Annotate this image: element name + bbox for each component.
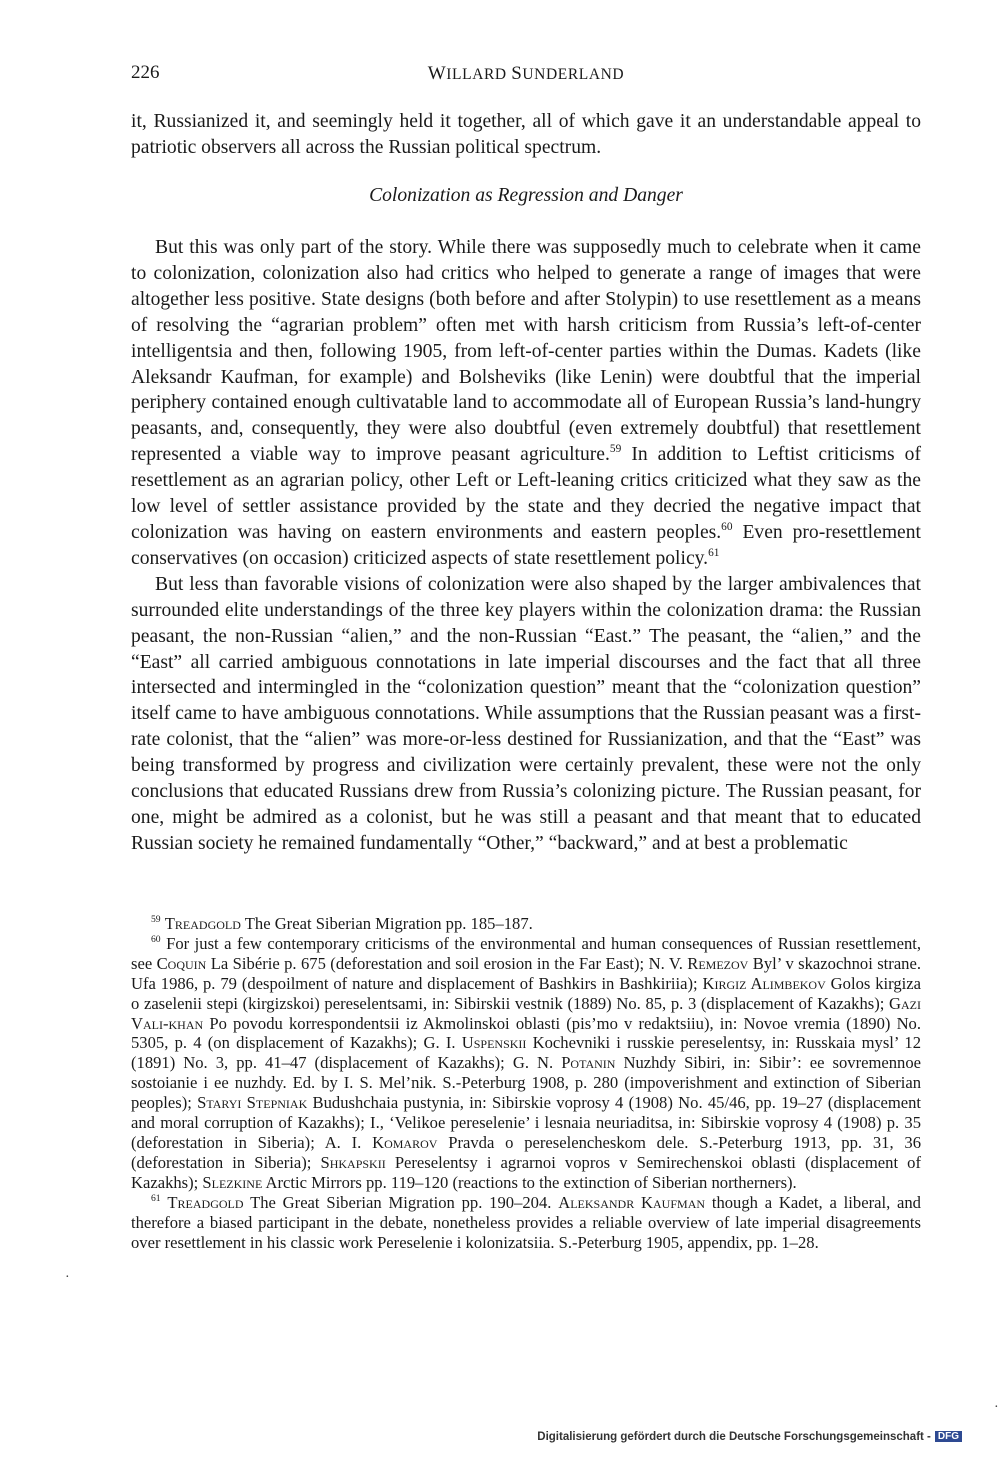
dfg-logo: DFG	[935, 1431, 962, 1442]
footnote-61-text-2: though a Kadet, a liberal, and therefore a biased participant in the debate, nonetheless provides a reliable overview of late imperial disagreements over resettlement in his classic work Pereselenie i kolonizatsiia. S.-Peterburg 1905, appendix, pp. 1–28.	[131, 1192, 921, 1252]
footnote-60-text-6: Kochevniki i russkie pereselentsy, in: Russkaia mysl’ 12 (1891) No. 3, pp. 41–47 (displacement of Kazakhs); G. N.	[131, 1033, 922, 1073]
paragraph-2: But less than favorable visions of colonization were also shaped by the larger ambivalences that surrounded elite understandings of the three key players within the colonization drama: the Russian peasant, the non-Russian “alien,” and the non-Russian “East.” The peasant, the “alien,” and the “East” all carried ambiguous connotations in late imperial discourses and the fact that all three intersected and intermingled in the “colonization question” meant that the “colonization question” itself came to have ambiguous connotations. While assumptions that the Russian peasant was a first-rate colonist, that the “alien” was more-or-less destined for Russianization, and that the “East” was being transformed by progress and civilization were certainly prevalent, these were not the only conclusions that educated Russians drew from Russia’s colonizing picture. The Russian peasant, for one, might be admired as a colonist, but he was still a peasant and that meant that to educated Russian society he remained fundamentally “Other,” “backward,” and at best a problematic	[131, 573, 921, 854]
footnote-marker-59: 59	[151, 914, 161, 926]
author-initial-w: W	[427, 63, 447, 84]
page-number: 226	[131, 62, 160, 83]
scan-speck: ·	[65, 1270, 70, 1285]
scan-speck-edge: ·	[994, 1400, 999, 1415]
paragraph-1	[131, 235, 921, 572]
footnote-61	[131, 1193, 921, 1253]
footnote-61-author-1: Treadgold	[167, 1192, 244, 1212]
author-initial-s: S	[511, 63, 523, 84]
footnote-60-text-4: Golos kirgiza o zaselenii stepi (kirgizskoi) pereselentsami, in: Sibirskii vestnik (1889) No. 85, p. 3 (displacement of Kazakhs);	[131, 973, 921, 1013]
footnote-ref-59: 59	[609, 443, 622, 456]
footnote-60-text-10: Pereselentsy i agrarnoi vopros v Semirechenskoi oblasti (displacement of Kazakhs);	[131, 1152, 921, 1192]
footnote-60-author-4: Gazi Vali-khan	[131, 993, 921, 1033]
digitization-text: Digitalisierung gefördert durch die Deutsche Forschungsgemeinschaft -	[537, 1431, 931, 1443]
footnote-ref-61: 61	[708, 546, 720, 559]
paragraph-1-part-c: Even pro-resettlement conservatives (on occasion) criticized aspects of state resettlement policy.	[131, 521, 921, 569]
footnote-marker-61: 61	[151, 1192, 161, 1204]
footnote-60-author-5: Uspenskii	[461, 1033, 527, 1053]
footnote-60-text-5: Po povodu korrespondentsii iz Akmolinskoi oblasti (pis’mo v redaktsiiu), in: Novoe vremia (1890) No. 5305, p. 4 (on displacement of Kazakhs); G. I.	[131, 1013, 921, 1053]
footnote-marker-60: 60	[151, 933, 161, 945]
footnote-60-text-3: Byl’ v skazochnoi strane. Ufa 1986, p. 79 (despoilment of nature and displacement of Bashkirs in Bashkiriia);	[131, 953, 921, 993]
footnote-60-author-2: Remezov	[687, 953, 749, 973]
footnote-59	[131, 914, 921, 934]
footnote-ref-60: 60	[721, 520, 733, 533]
footnote-60-text-8: Budushchaia pustynia, in: Sibirskie voprosy 4 (1908) No. 45/46, pp. 19–27 (displacement and moral corruption of Kazakhs); I., ‘Velikoe pereselenie’ i lesnaia neuriaditsa, in: Sibirskie voprosy 4 (1908) p. 35 (deforestation in Siberia); A. I.	[131, 1093, 921, 1152]
footnote-60-author-10: Slezkine	[202, 1172, 263, 1192]
footnote-60-author-1: Coquin	[156, 953, 207, 973]
footnote-60-text-2: La Sibérie p. 675 (deforestation and soil erosion in the Far East); N. V.	[206, 953, 688, 973]
footnote-60-text-7: Nuzhdy Sibiri, in: Sibir’: ee sovremennoe sostoianie i ee nuzhdy. Ed. by I. S. Mel’nik. S.-Peterburg 1908, p. 280 (impoverishment and extinction of Siberian peoples);	[131, 1053, 922, 1113]
footnote-60-author-3: Kirgiz Alimbekov	[702, 973, 826, 993]
footnote-60-author-7: Staryi Stepniak	[197, 1093, 308, 1113]
author-rest-s: UNDERLAND	[522, 66, 625, 83]
running-head	[131, 62, 921, 86]
footnote-60-text-11: Arctic Mirrors pp. 119–120 (reactions to the extinction of Siberian northerners).	[262, 1172, 797, 1192]
footnote-60-author-8: Komarov	[372, 1132, 438, 1152]
author-rest-w: ILLARD	[446, 66, 507, 83]
footnote-61-text-1: The Great Siberian Migration pp. 190–204.	[243, 1192, 559, 1212]
continued-paragraph	[131, 109, 921, 161]
footnotes	[131, 914, 921, 1252]
footnote-59-author: Treadgold	[164, 914, 241, 933]
footnote-61-author-2: Aleksandr Kaufman	[558, 1192, 706, 1212]
footnote-60-text-9: Pravda o pereselencheskom dele. S.-Peterburg 1913, pp. 31, 36 (deforestation in Siberia);	[131, 1132, 921, 1172]
paragraph-1-part-b: In addition to Leftist criticisms of resettlement as an agrarian policy, other Left or Left-leaning critics criticized what they saw as the low level of settler assistance provided by the state and they decried the negative impact that colonization was having on eastern environments and eastern peoples.	[131, 444, 921, 543]
footnote-60	[131, 934, 921, 1193]
running-title	[131, 63, 921, 85]
top-paragraph: it, Russianized it, and seemingly held it together, all of which gave it an understandable appeal to patriotic observers all across the Russian political spectrum.	[131, 111, 921, 158]
footnote-60-author-9: Shkapskii	[320, 1152, 386, 1172]
section-heading: Colonization as Regression and Danger	[369, 185, 683, 206]
main-text	[131, 235, 921, 857]
footnote-60-author-6: Potanin	[561, 1053, 616, 1073]
footnote-60-text-1: For just a few contemporary criticisms of the environmental and human consequences of Russian resettlement, see	[131, 933, 921, 973]
digitization-note	[537, 1431, 962, 1443]
paragraph-1-part-a: But this was only part of the story. While there was supposedly much to celebrate when it came to colonization, colonization also had critics who helped to generate a range of images that were altogether less positive. State designs (both before and after Stolypin) to use resettlement as a means of resolving the “agrarian problem” often met with harsh criticism from Russia’s left-of-center intelligentsia and then, following 1905, from left-of-center parties within the Dumas. Kadets (like Aleksandr Kaufman, for example) and Bolsheviks (like Lenin) were doubtful that the imperial periphery contained enough cultivatable land to accommodate all of European Russia’s land-hungry peasants, and, consequently, they were also doubtful (even extremely doubtful) that resettlement represented a viable way to improve peasant agriculture.	[131, 237, 921, 466]
footnote-59-text: The Great Siberian Migration pp. 185–187.	[240, 914, 533, 933]
